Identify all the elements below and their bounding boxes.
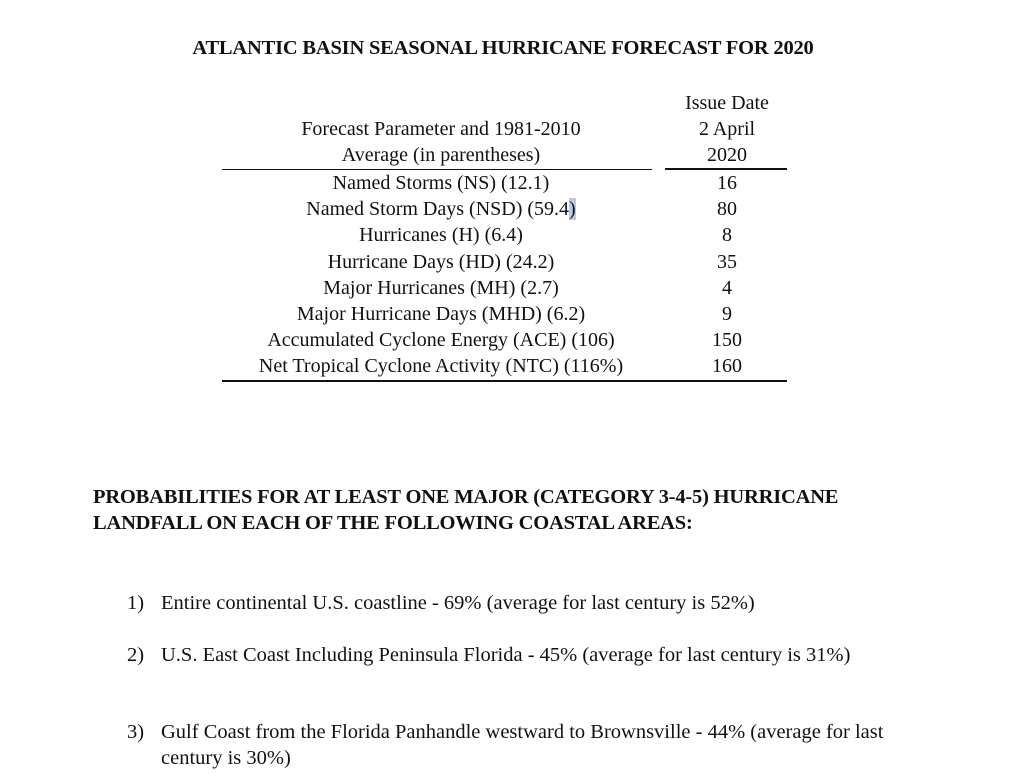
row-value: 80 — [717, 198, 737, 221]
row-parameter-text: Named Storm Days (NSD) (59.4 — [306, 198, 570, 221]
row-parameter — [222, 196, 660, 222]
header-param-line2: Average (in parentheses) — [341, 144, 541, 166]
table-row — [222, 275, 787, 301]
header-param-line1: Forecast Parameter and 1981-2010 — [301, 118, 581, 140]
row-parameter: Hurricanes (H) (6.4) — [359, 224, 523, 247]
row-value: 8 — [722, 224, 732, 247]
list-item-number: 1) — [127, 592, 145, 614]
probability-list-item — [127, 642, 907, 668]
table-row — [222, 249, 787, 275]
probability-list-item — [127, 590, 907, 616]
table-row — [222, 353, 787, 379]
header-value-line2: 2 April — [698, 118, 756, 140]
row-value: 35 — [717, 250, 737, 273]
document-title: ATLANTIC BASIN SEASONAL HURRICANE FORECAST FOR 2020 — [192, 37, 814, 59]
table-row — [222, 222, 787, 248]
table-bottom-rule — [222, 380, 787, 382]
row-value: 4 — [722, 276, 732, 299]
header-value-line1: Issue Date — [685, 92, 769, 114]
row-parameter: Major Hurricanes (MH) (2.7) — [323, 276, 559, 299]
table-row — [222, 196, 787, 222]
probability-list-item — [127, 719, 907, 771]
row-parameter: Hurricane Days (HD) (24.2) — [327, 250, 555, 273]
row-parameter: Named Storms (NS) (12.1) — [332, 172, 550, 194]
table-row — [222, 170, 787, 196]
row-parameter: Accumulated Cyclone Energy (ACE) (106) — [267, 329, 615, 352]
header-value-line3: 2020 — [707, 144, 747, 166]
row-parameter: Net Tropical Cyclone Activity (NTC) (116%) — [258, 355, 624, 378]
list-item-number: 2) — [127, 644, 145, 666]
list-item-text: Gulf Coast from the Florida Panhandle westward to Brownsville - 44% (average for last century is 30%) — [161, 721, 884, 769]
text-selection-highlight[interactable]: ) — [569, 198, 576, 221]
row-value: 150 — [712, 329, 742, 352]
table-row — [222, 301, 787, 327]
probabilities-heading: PROBABILITIES FOR AT LEAST ONE MAJOR (CATEGORY 3-4-5) HURRICANE LANDFALL ON EACH OF THE FOLLOWING COASTAL AREAS: — [93, 486, 839, 534]
list-item-number: 3) — [127, 721, 145, 743]
row-value: 9 — [722, 303, 732, 325]
list-item-text: U.S. East Coast Including Peninsula Florida - 45% (average for last century is 31%) — [161, 644, 851, 666]
row-parameter: Major Hurricane Days (MHD) (6.2) — [296, 303, 586, 325]
row-value: 16 — [717, 172, 737, 194]
row-value: 160 — [712, 355, 742, 378]
list-item-text: Entire continental U.S. coastline - 69% (average for last century is 52%) — [161, 592, 755, 614]
table-row — [222, 327, 787, 353]
